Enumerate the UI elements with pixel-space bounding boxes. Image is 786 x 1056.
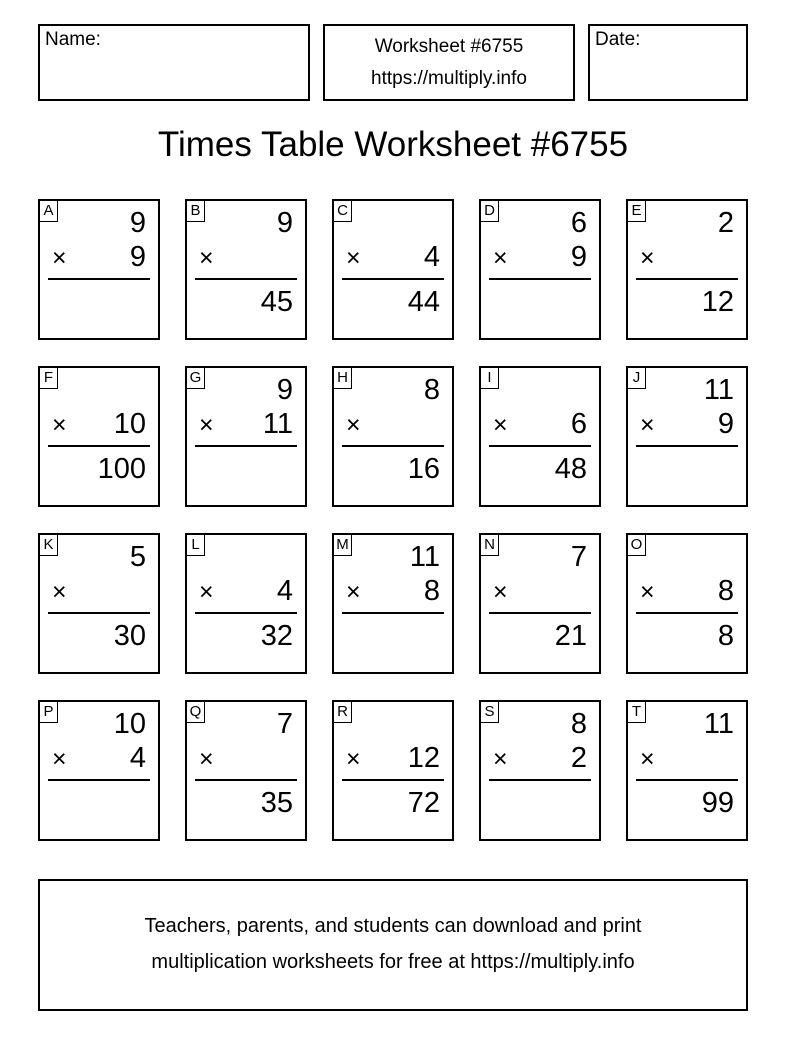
- problem-p: [38, 700, 160, 841]
- problem-a: [38, 199, 160, 340]
- date-label: Date:: [595, 29, 641, 50]
- times-sign: ×: [640, 244, 655, 272]
- bottom-factor: 4: [423, 241, 440, 273]
- bottom-factor: 4: [276, 575, 293, 607]
- times-sign: ×: [493, 578, 508, 606]
- problem-f: [38, 366, 160, 507]
- answer-line: [48, 612, 150, 614]
- times-sign: ×: [493, 411, 508, 439]
- problem-h: [332, 366, 454, 507]
- problem-letter: E: [628, 201, 646, 222]
- problem-c: [332, 199, 454, 340]
- bottom-factor: 6: [570, 408, 587, 440]
- problem-r: [332, 700, 454, 841]
- problem-letter: K: [40, 535, 58, 556]
- problem-letter: S: [481, 702, 499, 723]
- times-sign: ×: [640, 745, 655, 773]
- worksheet-url: https://multiply.info: [371, 68, 527, 89]
- top-factor: 5: [129, 541, 146, 573]
- bottom-factor: 8: [717, 575, 734, 607]
- bottom-factor: 9: [129, 241, 146, 273]
- product: 8: [717, 620, 734, 652]
- answer-line: [195, 779, 297, 781]
- product: 44: [407, 286, 440, 318]
- times-sign: ×: [346, 578, 361, 606]
- bottom-factor: 4: [129, 742, 146, 774]
- product: 72: [407, 787, 440, 819]
- problem-letter: B: [187, 201, 205, 222]
- top-factor: 9: [129, 207, 146, 239]
- problem-m: [332, 533, 454, 674]
- top-factor: 6: [570, 207, 587, 239]
- top-factor: 9: [276, 374, 293, 406]
- bottom-factor: 12: [407, 742, 440, 774]
- answer-line: [636, 612, 738, 614]
- problem-q: [185, 700, 307, 841]
- problem-n: [479, 533, 601, 674]
- problem-e: [626, 199, 748, 340]
- problem-letter: G: [187, 368, 205, 389]
- problem-letter: H: [334, 368, 352, 389]
- product: 16: [407, 453, 440, 485]
- product: 45: [260, 286, 293, 318]
- problem-b: [185, 199, 307, 340]
- footer-box: [38, 879, 748, 1011]
- product: 12: [701, 286, 734, 318]
- problem-d: [479, 199, 601, 340]
- times-sign: ×: [199, 745, 214, 773]
- problem-j: [626, 366, 748, 507]
- product: 99: [701, 787, 734, 819]
- problem-letter: O: [628, 535, 646, 556]
- top-factor: 7: [276, 708, 293, 740]
- product: 32: [260, 620, 293, 652]
- times-sign: ×: [199, 244, 214, 272]
- answer-line: [636, 278, 738, 280]
- top-factor: 11: [703, 374, 734, 406]
- bottom-factor: 10: [113, 408, 146, 440]
- top-factor: 8: [570, 708, 587, 740]
- bottom-factor: 9: [717, 408, 734, 440]
- worksheet-number: Worksheet #6755: [374, 36, 524, 57]
- answer-line: [195, 278, 297, 280]
- answer-line: [342, 612, 444, 614]
- problem-g: [185, 366, 307, 507]
- footer-line-2: multiplication worksheets for free at https://multiply.info: [151, 951, 635, 973]
- bottom-factor: 9: [570, 241, 587, 273]
- problem-s: [479, 700, 601, 841]
- top-factor: 9: [276, 207, 293, 239]
- problem-letter: I: [481, 368, 499, 389]
- product: 21: [554, 620, 587, 652]
- product: 35: [260, 787, 293, 819]
- product: 100: [97, 453, 146, 485]
- answer-line: [48, 445, 150, 447]
- answer-line: [342, 445, 444, 447]
- problem-letter: N: [481, 535, 499, 556]
- problem-letter: C: [334, 201, 352, 222]
- answer-line: [489, 278, 591, 280]
- problem-letter: P: [40, 702, 58, 723]
- problem-k: [38, 533, 160, 674]
- top-factor: 8: [423, 374, 440, 406]
- top-factor: 11: [409, 541, 440, 573]
- answer-line: [48, 278, 150, 280]
- answer-line: [489, 612, 591, 614]
- bottom-factor: 11: [262, 408, 293, 440]
- times-sign: ×: [199, 411, 214, 439]
- answer-line: [342, 278, 444, 280]
- problem-i: [479, 366, 601, 507]
- answer-line: [48, 779, 150, 781]
- times-sign: ×: [493, 745, 508, 773]
- problem-letter: M: [334, 535, 352, 556]
- answer-line: [342, 779, 444, 781]
- times-sign: ×: [640, 578, 655, 606]
- times-sign: ×: [346, 244, 361, 272]
- footer-line-1: Teachers, parents, and students can download and print: [144, 915, 642, 937]
- problem-letter: J: [628, 368, 646, 389]
- answer-line: [489, 445, 591, 447]
- top-factor: 7: [570, 541, 587, 573]
- times-sign: ×: [346, 745, 361, 773]
- product: 30: [113, 620, 146, 652]
- answer-line: [489, 779, 591, 781]
- problem-letter: D: [481, 201, 499, 222]
- problem-letter: R: [334, 702, 352, 723]
- top-factor: 2: [717, 207, 734, 239]
- top-factor: 11: [703, 708, 734, 740]
- times-sign: ×: [199, 578, 214, 606]
- problem-letter: A: [40, 201, 58, 222]
- answer-line: [636, 445, 738, 447]
- problem-o: [626, 533, 748, 674]
- times-sign: ×: [52, 745, 67, 773]
- times-sign: ×: [52, 578, 67, 606]
- problem-letter: L: [187, 535, 205, 556]
- bottom-factor: 8: [423, 575, 440, 607]
- product: 48: [554, 453, 587, 485]
- answer-line: [195, 445, 297, 447]
- problem-t: [626, 700, 748, 841]
- problem-letter: Q: [187, 702, 205, 723]
- name-label: Name:: [45, 29, 101, 50]
- times-sign: ×: [346, 411, 361, 439]
- problem-l: [185, 533, 307, 674]
- page-title: Times Table Worksheet #6755: [157, 125, 629, 164]
- answer-line: [195, 612, 297, 614]
- problem-letter: F: [40, 368, 58, 389]
- bottom-factor: 2: [570, 742, 587, 774]
- times-sign: ×: [493, 244, 508, 272]
- times-sign: ×: [52, 411, 67, 439]
- times-sign: ×: [640, 411, 655, 439]
- top-factor: 10: [113, 708, 146, 740]
- problem-letter: T: [628, 702, 646, 723]
- answer-line: [636, 779, 738, 781]
- times-sign: ×: [52, 244, 67, 272]
